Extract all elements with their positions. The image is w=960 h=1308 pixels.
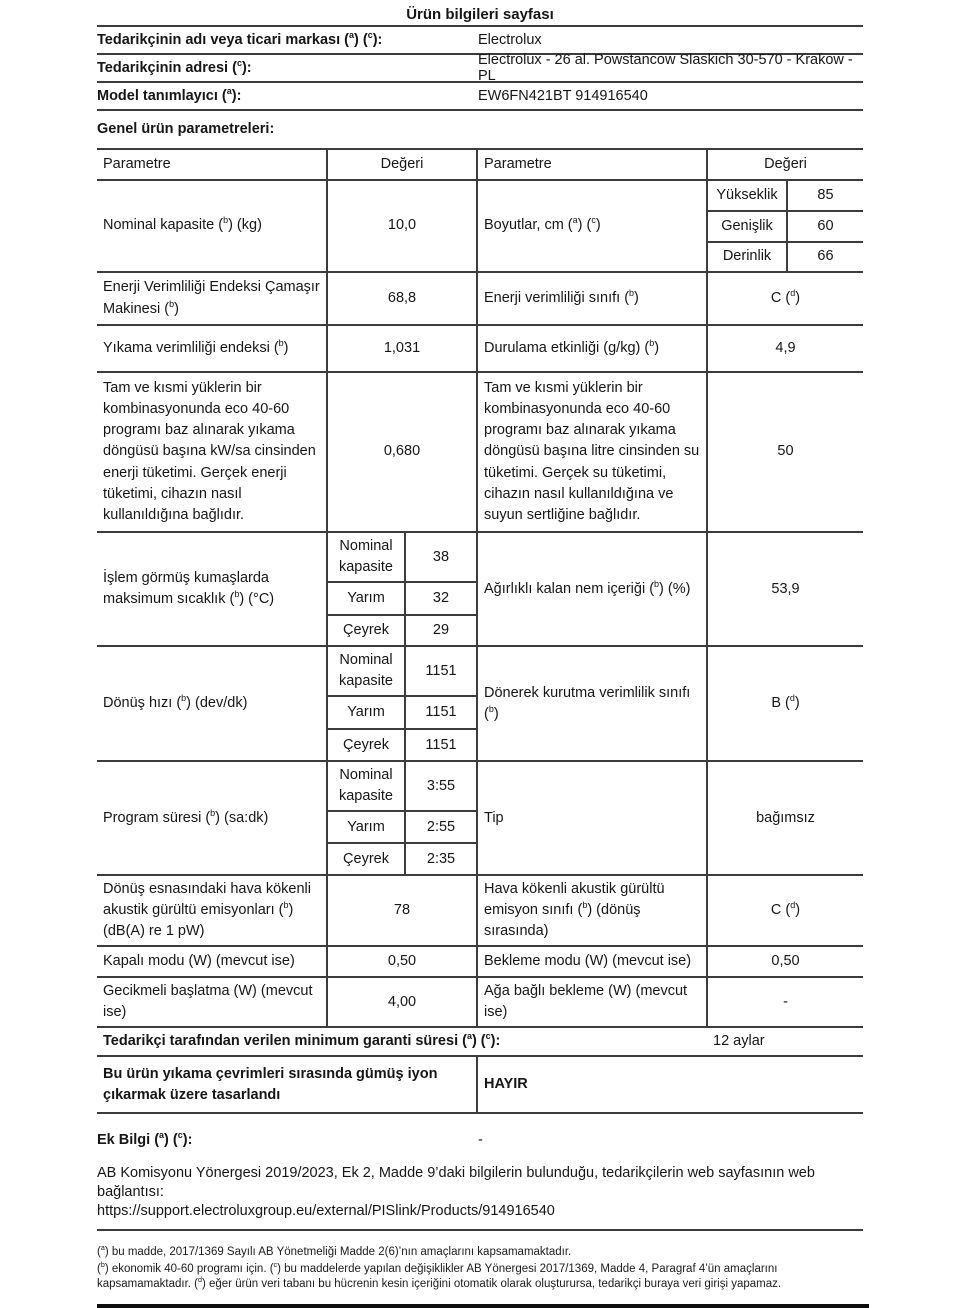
row-spin-speed <box>97 646 863 696</box>
supplier-address-row <box>97 52 863 84</box>
param-value: 4,9 <box>707 325 863 372</box>
param-label: Dönüş hızı ($^b$) (dev/dk) <box>97 646 327 761</box>
dimension-value: 85 <box>787 180 863 211</box>
load-value: 1151 <box>405 729 477 761</box>
footnote-a: ($^a$) bu madde, 2017/1369 Sayılı AB Yönetmeliği Madde 2(6)’nın amaçlarını kapsamamaktadır. <box>97 1244 572 1259</box>
load-value: 1151 <box>405 646 477 696</box>
page-bottom-rule <box>97 1304 869 1308</box>
row-silver-ion <box>97 1056 863 1113</box>
row-energy-water-consumption <box>97 372 863 532</box>
param-label: Yıkama verimliliği endeksi ($^b$) <box>97 325 327 372</box>
param-value: 1,031 <box>327 325 477 372</box>
param-label: Tip <box>477 761 707 875</box>
load-key: Nominal kapasite <box>327 761 405 811</box>
extra-info-row <box>97 1128 863 1152</box>
param-label: Program süresi ($^b$) (sa:dk) <box>97 761 327 875</box>
param-value: 53,9 <box>707 532 863 646</box>
param-value: 10,0 <box>327 180 477 272</box>
footnotes <box>97 1245 863 1293</box>
header-parametre-2: Parametre <box>477 149 707 180</box>
param-label: İşlem görmüş kumaşlarda maksimum sıcaklık ($^b$) (°C) <box>97 532 327 646</box>
extra-info-value: - <box>478 1132 483 1149</box>
row-wash-index <box>97 325 863 372</box>
param-value: - <box>707 977 863 1027</box>
param-label: Enerji verimliliği sınıfı ($^b$) <box>477 272 707 325</box>
load-value: 1151 <box>405 696 477 729</box>
row-max-temperature <box>97 532 863 582</box>
load-value: 32 <box>405 582 477 615</box>
row-energy-index <box>97 272 863 325</box>
load-key: Yarım <box>327 582 405 615</box>
load-key: Çeyrek <box>327 729 405 761</box>
load-value: 2:55 <box>405 811 477 843</box>
general-parameters-heading: Genel ürün parametreleri: <box>97 121 275 137</box>
load-key: Çeyrek <box>327 843 405 875</box>
row-warranty <box>97 1027 863 1056</box>
model-identifier-label: Model tanımlayıcı ($^a$): <box>97 86 242 104</box>
supplier-name-label: Tedarikçinin adı veya ticari markası ($^a$) ($^c$): <box>97 30 383 48</box>
param-label: Dönerek kurutma verimlilik sınıfı ($^b$) <box>477 646 707 761</box>
row-off-mode <box>97 946 863 977</box>
supplier-name-value: Electrolux <box>478 32 542 48</box>
model-identifier-row <box>97 83 863 111</box>
param-label: Tam ve kısmi yüklerin bir kombinasyonunda eco 40-60 programı baz alınarak yıkama döngüsü başına litre cinsinden su tüketimi. Gerçek su tüketimi, cihazın nasıl kullanıldığına ve suyun sertliğine bağlıdır. <box>477 372 707 532</box>
param-label: Nominal kapasite ($^b$) (kg) <box>97 180 327 272</box>
param-value: B ($^d$) <box>707 646 863 761</box>
param-label: Kapalı modu (W) (mevcut ise) <box>97 946 327 977</box>
row-nominal-capacity-dimensions <box>97 180 863 211</box>
model-identifier-value: EW6FN421BT 914916540 <box>478 88 648 104</box>
product-web-link[interactable]: https://support.electroluxgroup.eu/external/PISlink/Products/914916540 <box>97 1203 555 1220</box>
load-key: Yarım <box>327 696 405 729</box>
load-value: 29 <box>405 615 477 646</box>
param-value: 0,50 <box>707 946 863 977</box>
header-parametre-1: Parametre <box>97 149 327 180</box>
param-value: 50 <box>707 372 863 532</box>
load-key: Nominal kapasite <box>327 646 405 696</box>
warranty-value: 12 aylar <box>707 1027 863 1056</box>
load-value: 3:55 <box>405 761 477 811</box>
parameters-table <box>97 148 863 1114</box>
silver-ion-value: HAYIR <box>477 1056 863 1113</box>
param-label: Bekleme modu (W) (mevcut ise) <box>477 946 707 977</box>
supplier-name-row <box>97 27 863 55</box>
page-title: Ürün bilgileri sayfası <box>406 6 554 23</box>
param-label: Ağa bağlı bekleme (W) (mevcut ise) <box>477 977 707 1027</box>
param-value: C ($^d$) <box>707 272 863 325</box>
header-degeri-1: Değeri <box>327 149 477 180</box>
param-label: Hava kökenli akustik gürültü emisyon sınıfı ($^b$) (dönüş sırasında) <box>477 875 707 946</box>
row-acoustic-noise <box>97 875 863 946</box>
header-degeri-2: Değeri <box>707 149 863 180</box>
param-label: Boyutlar, cm ($^a$) ($^c$) <box>477 180 707 272</box>
weblink-description: AB Komisyonu Yönergesi 2019/2023, Ek 2, Madde 9’daki bilgilerin bulunduğu, tedarikçilerin web sayfasının web bağlantısı: <box>97 1165 815 1201</box>
load-key: Nominal kapasite <box>327 532 405 582</box>
param-value: 78 <box>327 875 477 946</box>
dimension-key: Yükseklik <box>707 180 787 211</box>
row-program-duration <box>97 761 863 811</box>
load-key: Yarım <box>327 811 405 843</box>
footnote-separator <box>97 1229 863 1231</box>
param-label: Enerji Verimliliği Endeksi Çamaşır Makinesi ($^b$) <box>97 272 327 325</box>
param-value: 4,00 <box>327 977 477 1027</box>
load-value: 38 <box>405 532 477 582</box>
param-label: Ağırlıklı kalan nem içeriği ($^b$) (%) <box>477 532 707 646</box>
param-value: C ($^d$) <box>707 875 863 946</box>
dimension-value: 60 <box>787 211 863 242</box>
row-delay-start <box>97 977 863 1027</box>
supplier-address-value: Electrolux - 26 al. Powstancow Slaskich 30-570 - Krakow - PL <box>478 52 853 84</box>
dimension-key: Genişlik <box>707 211 787 242</box>
supplier-info-block <box>97 25 863 111</box>
load-key: Çeyrek <box>327 615 405 646</box>
weblink-block <box>97 1164 863 1221</box>
product-info-sheet <box>97 0 863 1308</box>
warranty-label: Tedarikçi tarafından verilen minimum garanti süresi ($^a$) ($^c$): <box>97 1027 707 1056</box>
table-header-row <box>97 149 863 180</box>
param-value: 0,680 <box>327 372 477 532</box>
load-value: 2:35 <box>405 843 477 875</box>
extra-info-label: Ek Bilgi ($^a$) ($^c$): <box>97 1130 193 1149</box>
param-label: Durulama etkinliği (g/kg) ($^b$) <box>477 325 707 372</box>
param-label: Tam ve kısmi yüklerin bir kombinasyonunda eco 40-60 programı baz alınarak yıkama döngüsü başına kW/sa cinsinden enerji tüketimi. Gerçek enerji tüketimi, cihazın nasıl kullanıldığına bağlıdır. <box>97 372 327 532</box>
param-label: Dönüş esnasındaki hava kökenli akustik gürültü emisyonları ($^b$) (dB(A) re 1 pW) <box>97 875 327 946</box>
footnote-bcd: ($^b$) ekonomik 40-60 programı için. ($^c$) bu maddelerde yapılan değişiklikler AB Yönergesi 2017/1369, Madde 4, Paragraf 4’ün amaçlarını kapsamamaktadır. ($^d$) eğer ürün veri tabanı bu hücrenin kesin içeriğini otomatik olarak oluşturursa, tedarikçi buraya veri girişi yapamaz. <box>97 1260 782 1291</box>
param-value: 68,8 <box>327 272 477 325</box>
param-value: 0,50 <box>327 946 477 977</box>
dimension-value: 66 <box>787 242 863 272</box>
dimension-key: Derinlik <box>707 242 787 272</box>
silver-ion-label: Bu ürün yıkama çevrimleri sırasında gümüş iyon çıkarmak üzere tasarlandı <box>97 1056 477 1113</box>
param-value: bağımsız <box>707 761 863 875</box>
supplier-address-label: Tedarikçinin adresi ($^c$): <box>97 58 252 76</box>
param-label: Gecikmeli başlatma (W) (mevcut ise) <box>97 977 327 1027</box>
